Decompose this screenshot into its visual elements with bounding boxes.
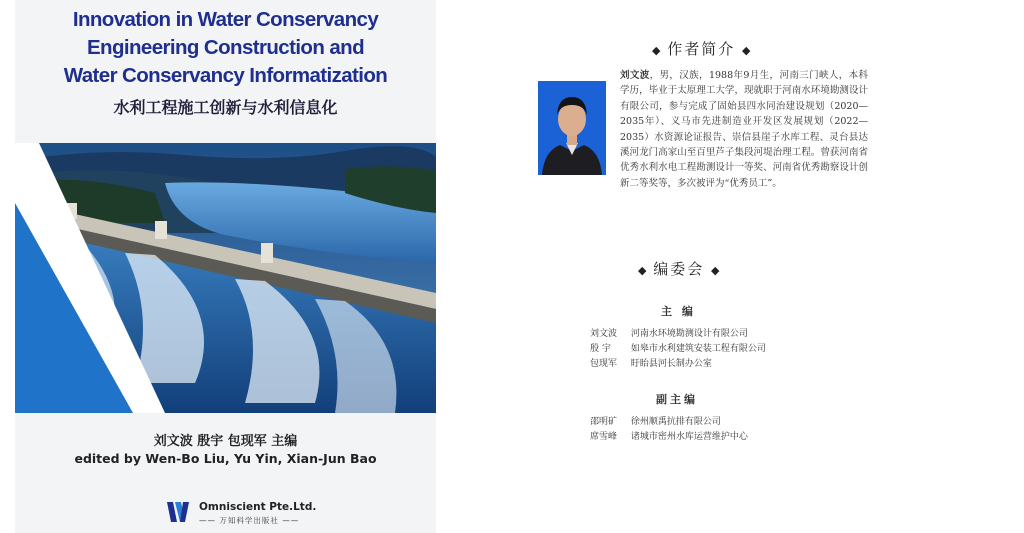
cover-editors-cn: 刘文波 殷宇 包现军 主编 xyxy=(153,434,298,449)
author-portrait xyxy=(538,81,606,175)
cover-title-line: Innovation in Water Conservancy xyxy=(72,8,379,31)
member-org: 河南水环境勘测设计有限公司 xyxy=(630,329,748,339)
cover-editors-en: edited by Wen-Bo Liu, Yu Yin, Xian-Jun Bao xyxy=(74,451,377,466)
member-org: 如皋市水利建筑安装工程有限公司 xyxy=(630,344,766,354)
diamond-icon: ◆ xyxy=(652,44,661,57)
cover-title xyxy=(15,6,436,90)
member-org: 盱眙县河长制办公室 xyxy=(630,359,712,369)
list-item xyxy=(590,414,721,427)
list-item xyxy=(590,326,748,339)
deputy-editor-label: 副主编 xyxy=(656,393,698,406)
publisher-logo-icon xyxy=(167,500,193,526)
chief-editor-label: 主 编 xyxy=(661,305,696,318)
diamond-icon: ◆ xyxy=(742,44,751,57)
list-item xyxy=(590,341,766,354)
diamond-icon: ◆ xyxy=(638,264,647,277)
list-item xyxy=(590,356,712,369)
publisher-name-en: Omniscient Pte.Ltd. xyxy=(199,500,317,513)
author-bio-text: ，男，汉族，1988年9月生，河南三门峡人，本科学历，毕业于太原理工大学，现就职于河南水环境勘测设计有限公司，参与完成了固始县四水同治建设规划（2020—2035年）、义马市先进制造业开发区发展规划（2022—2035）水资源论证报告、崇信县崖子水库工程、灵台县达溪河龙门高家山至百里芦子集段河堤治理工程。曾获河南省优秀水利水电工程勘测设计一等奖、河南省优秀勘察设计创新二等奖等，多次被评为“优秀员工”。 xyxy=(620,70,868,189)
author-name: 刘文波 xyxy=(620,70,650,81)
book-cover xyxy=(15,0,436,533)
member-name: 席雪峰 xyxy=(590,432,618,442)
inner-page xyxy=(450,0,1024,533)
member-org: 徐州顺禹抗排有限公司 xyxy=(630,417,721,427)
publisher-block xyxy=(167,498,316,528)
cover-title-line: Engineering Construction and xyxy=(86,36,365,59)
committee-heading-text: 编委会 xyxy=(653,260,705,278)
list-item xyxy=(590,429,748,442)
author-bio xyxy=(620,68,868,191)
member-name: 邵明矿 xyxy=(590,417,618,427)
cover-title-line: Water Conservancy Informatization xyxy=(63,64,388,87)
diamond-icon: ◆ xyxy=(711,264,720,277)
cover-title-cn: 水利工程施工创新与水利信息化 xyxy=(113,98,338,117)
publisher-name-cn: —— 万知科学出版社 —— xyxy=(199,515,300,525)
member-name: 殷 宇 xyxy=(590,344,611,354)
member-name: 包现军 xyxy=(590,359,618,369)
member-name: 刘文波 xyxy=(590,329,618,339)
author-heading xyxy=(652,38,751,59)
committee-heading xyxy=(638,258,720,279)
member-org: 诸城市密州水库运营维护中心 xyxy=(630,432,748,442)
dam-photo xyxy=(15,143,436,413)
author-heading-text: 作者简介 xyxy=(667,40,736,58)
